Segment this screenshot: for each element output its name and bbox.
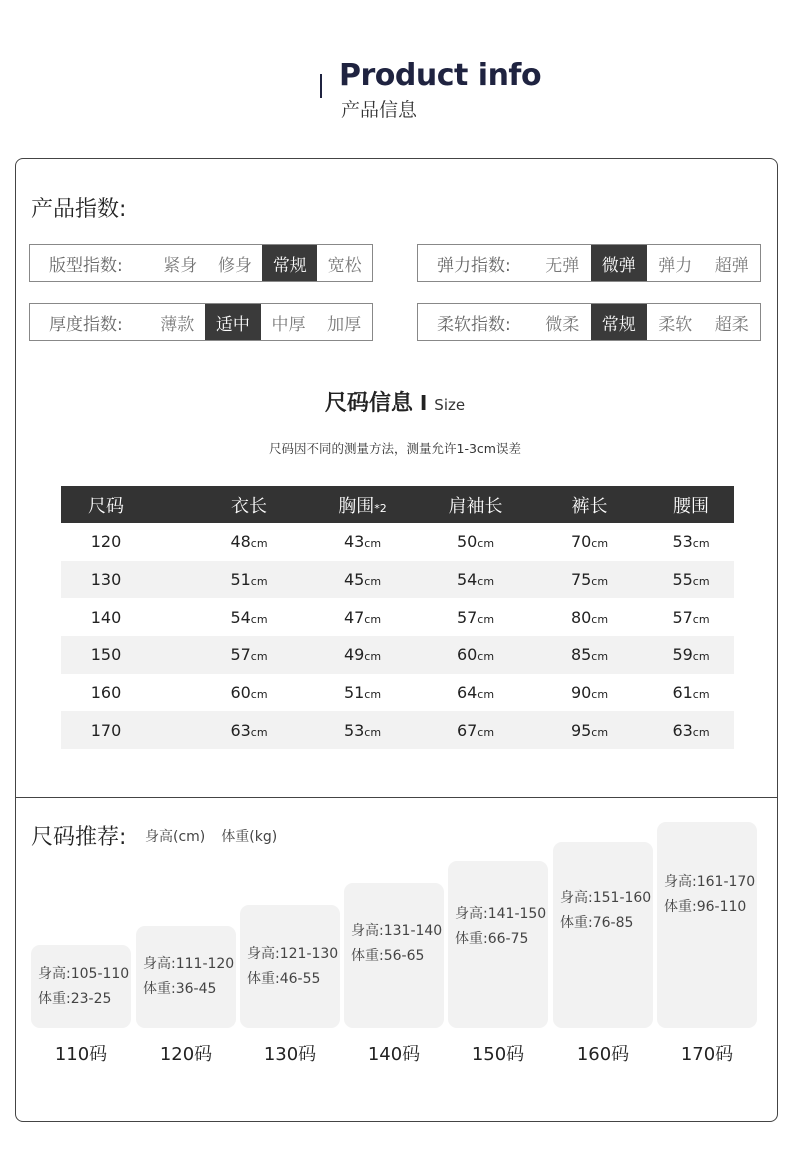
table-cell: 130 [90, 570, 122, 590]
index-option: 修身 [218, 255, 253, 276]
table-cell: 47cm [343, 607, 382, 627]
recommend-size-label: 160码 [576, 1044, 630, 1065]
recommend-weight: 体重:36-45 [143, 981, 217, 997]
size-title [0, 386, 790, 417]
table-cell: 57cm [456, 607, 495, 627]
table-row [61, 636, 734, 674]
recommend-height: 身高:111-120 [143, 956, 235, 972]
recommend-bar [31, 945, 131, 1028]
index-option: 超弹 [714, 255, 749, 276]
table-header-cell: 腰围 [673, 495, 709, 517]
table-cell: 48cm [230, 532, 268, 552]
table-cell: 80cm [570, 607, 609, 627]
size-title-cn: 尺码信息 [324, 391, 413, 416]
index-row-3 [417, 303, 761, 341]
table-header-cell: 尺码 [88, 495, 124, 517]
table-row [61, 523, 734, 561]
recommend-height: 身高:151-160 [560, 890, 652, 906]
size-note: 尺码因不同的测量方法，测量允许1-3cm误差 [269, 441, 521, 456]
recommend-title: 尺码推荐: [31, 825, 127, 850]
recommend-size-label: 140码 [367, 1044, 421, 1065]
table-header-cell: 肩袖长 [448, 495, 503, 517]
table-cell: 95cm [570, 720, 609, 740]
table-cell: 54cm [230, 607, 268, 627]
table-cell: 150 [90, 645, 122, 665]
table-row [61, 674, 734, 712]
size-title-en: Size [434, 396, 466, 414]
recommend-weight: 体重:96-110 [664, 899, 747, 915]
recommend-bar [553, 842, 653, 1028]
index-option-selected: 常规 [591, 304, 648, 340]
table-cell: 57cm [672, 607, 710, 627]
table-cell: 43cm [343, 532, 382, 552]
table-cell: 45cm [343, 570, 382, 590]
recommend-bar [657, 822, 757, 1028]
table-cell: 53cm [343, 720, 382, 740]
index-option: 紧身 [163, 255, 198, 276]
index-label: 版型指数: [49, 255, 123, 276]
recommend-height: 身高:131-140 [351, 922, 443, 939]
index-row-0 [29, 244, 373, 282]
table-row [61, 711, 734, 749]
size-table-header [61, 486, 734, 523]
recommend-legend [145, 826, 277, 846]
index-option: 柔软 [658, 314, 693, 335]
table-cell: 120 [90, 532, 122, 552]
recommend-height: 身高:141-150 [455, 905, 547, 922]
size-table [61, 486, 734, 749]
header-title-cn: 产品信息 [341, 99, 418, 121]
recommend-weight: 体重:76-85 [560, 915, 634, 931]
recommend-bar [344, 883, 444, 1028]
table-cell: 160 [90, 683, 122, 703]
table-cell: 51cm [343, 683, 382, 703]
header-divider [320, 74, 322, 98]
recommend-bar [240, 905, 340, 1028]
table-cell: 67cm [456, 720, 495, 740]
weight-label: 体重(kg) [221, 829, 278, 845]
recommend-bar [136, 926, 236, 1028]
table-cell: 64cm [456, 683, 495, 703]
table-row [61, 561, 734, 599]
height-label: 身高(cm) [145, 829, 206, 845]
index-option: 宽松 [327, 255, 362, 276]
recommend-size-label: 120码 [159, 1044, 213, 1065]
index-row-1 [417, 244, 761, 282]
recommend-height: 身高:121-130 [247, 945, 339, 962]
section-divider [15, 797, 778, 798]
recommend-bar [448, 861, 548, 1028]
index-option: 中厚 [271, 314, 306, 335]
index-option: 超柔 [714, 314, 749, 335]
index-option: 弹力 [658, 255, 693, 276]
table-header-cell: 裤长 [571, 495, 608, 517]
index-option-selected: 适中 [205, 304, 261, 340]
table-cell: 60cm [230, 683, 268, 703]
table-cell: 60cm [456, 645, 495, 665]
index-label: 弹力指数: [437, 255, 511, 276]
table-cell: 57cm [230, 645, 268, 665]
table-cell: 51cm [230, 570, 268, 590]
index-option: 微柔 [545, 314, 580, 335]
table-cell: 49cm [343, 645, 382, 665]
recommend-weight: 体重:66-75 [455, 930, 529, 947]
recommend-height: 身高:161-170 [664, 874, 756, 890]
recommend-height: 身高:105-110 [38, 965, 130, 982]
recommend-size-label: 150码 [471, 1044, 525, 1065]
table-cell: 50cm [456, 532, 495, 552]
title-separator: I [412, 391, 435, 415]
table-row [61, 598, 734, 636]
table-cell: 54cm [456, 570, 495, 590]
index-option-selected: 微弹 [591, 245, 648, 281]
index-option: 薄款 [160, 314, 195, 335]
recommend-size-label: 110码 [54, 1044, 108, 1065]
recommend-size-label: 170码 [680, 1044, 734, 1065]
recommend-weight: 体重:23-25 [38, 990, 112, 1007]
recommend-size-label: 130码 [263, 1044, 317, 1065]
recommend-weight: 体重:46-55 [247, 970, 321, 987]
table-cell: 53cm [672, 532, 710, 552]
table-cell: 63cm [230, 720, 268, 740]
table-cell: 63cm [672, 720, 710, 740]
index-row-2 [29, 303, 373, 341]
table-cell: 59cm [672, 645, 710, 665]
table-cell: 75cm [570, 570, 609, 590]
table-cell: 61cm [672, 683, 710, 703]
header-title-en: Product info [339, 58, 542, 93]
table-cell: 85cm [570, 645, 609, 665]
index-option-selected: 常规 [262, 245, 317, 281]
table-cell: 90cm [570, 683, 609, 703]
recommend-weight: 体重:56-65 [351, 947, 425, 964]
index-title: 产品指数: [31, 197, 127, 222]
table-cell: 170 [90, 720, 122, 740]
index-option: 加厚 [327, 314, 362, 335]
table-cell: 140 [90, 607, 122, 627]
index-label: 柔软指数: [437, 314, 511, 335]
table-header-cell: 胸围*2 [338, 495, 387, 517]
table-header-cell: 衣长 [231, 495, 267, 517]
chest-multiplier: *2 [374, 501, 387, 515]
index-option: 无弹 [545, 255, 580, 276]
table-cell: 70cm [570, 532, 609, 552]
index-label: 厚度指数: [49, 314, 123, 335]
table-cell: 55cm [672, 570, 710, 590]
